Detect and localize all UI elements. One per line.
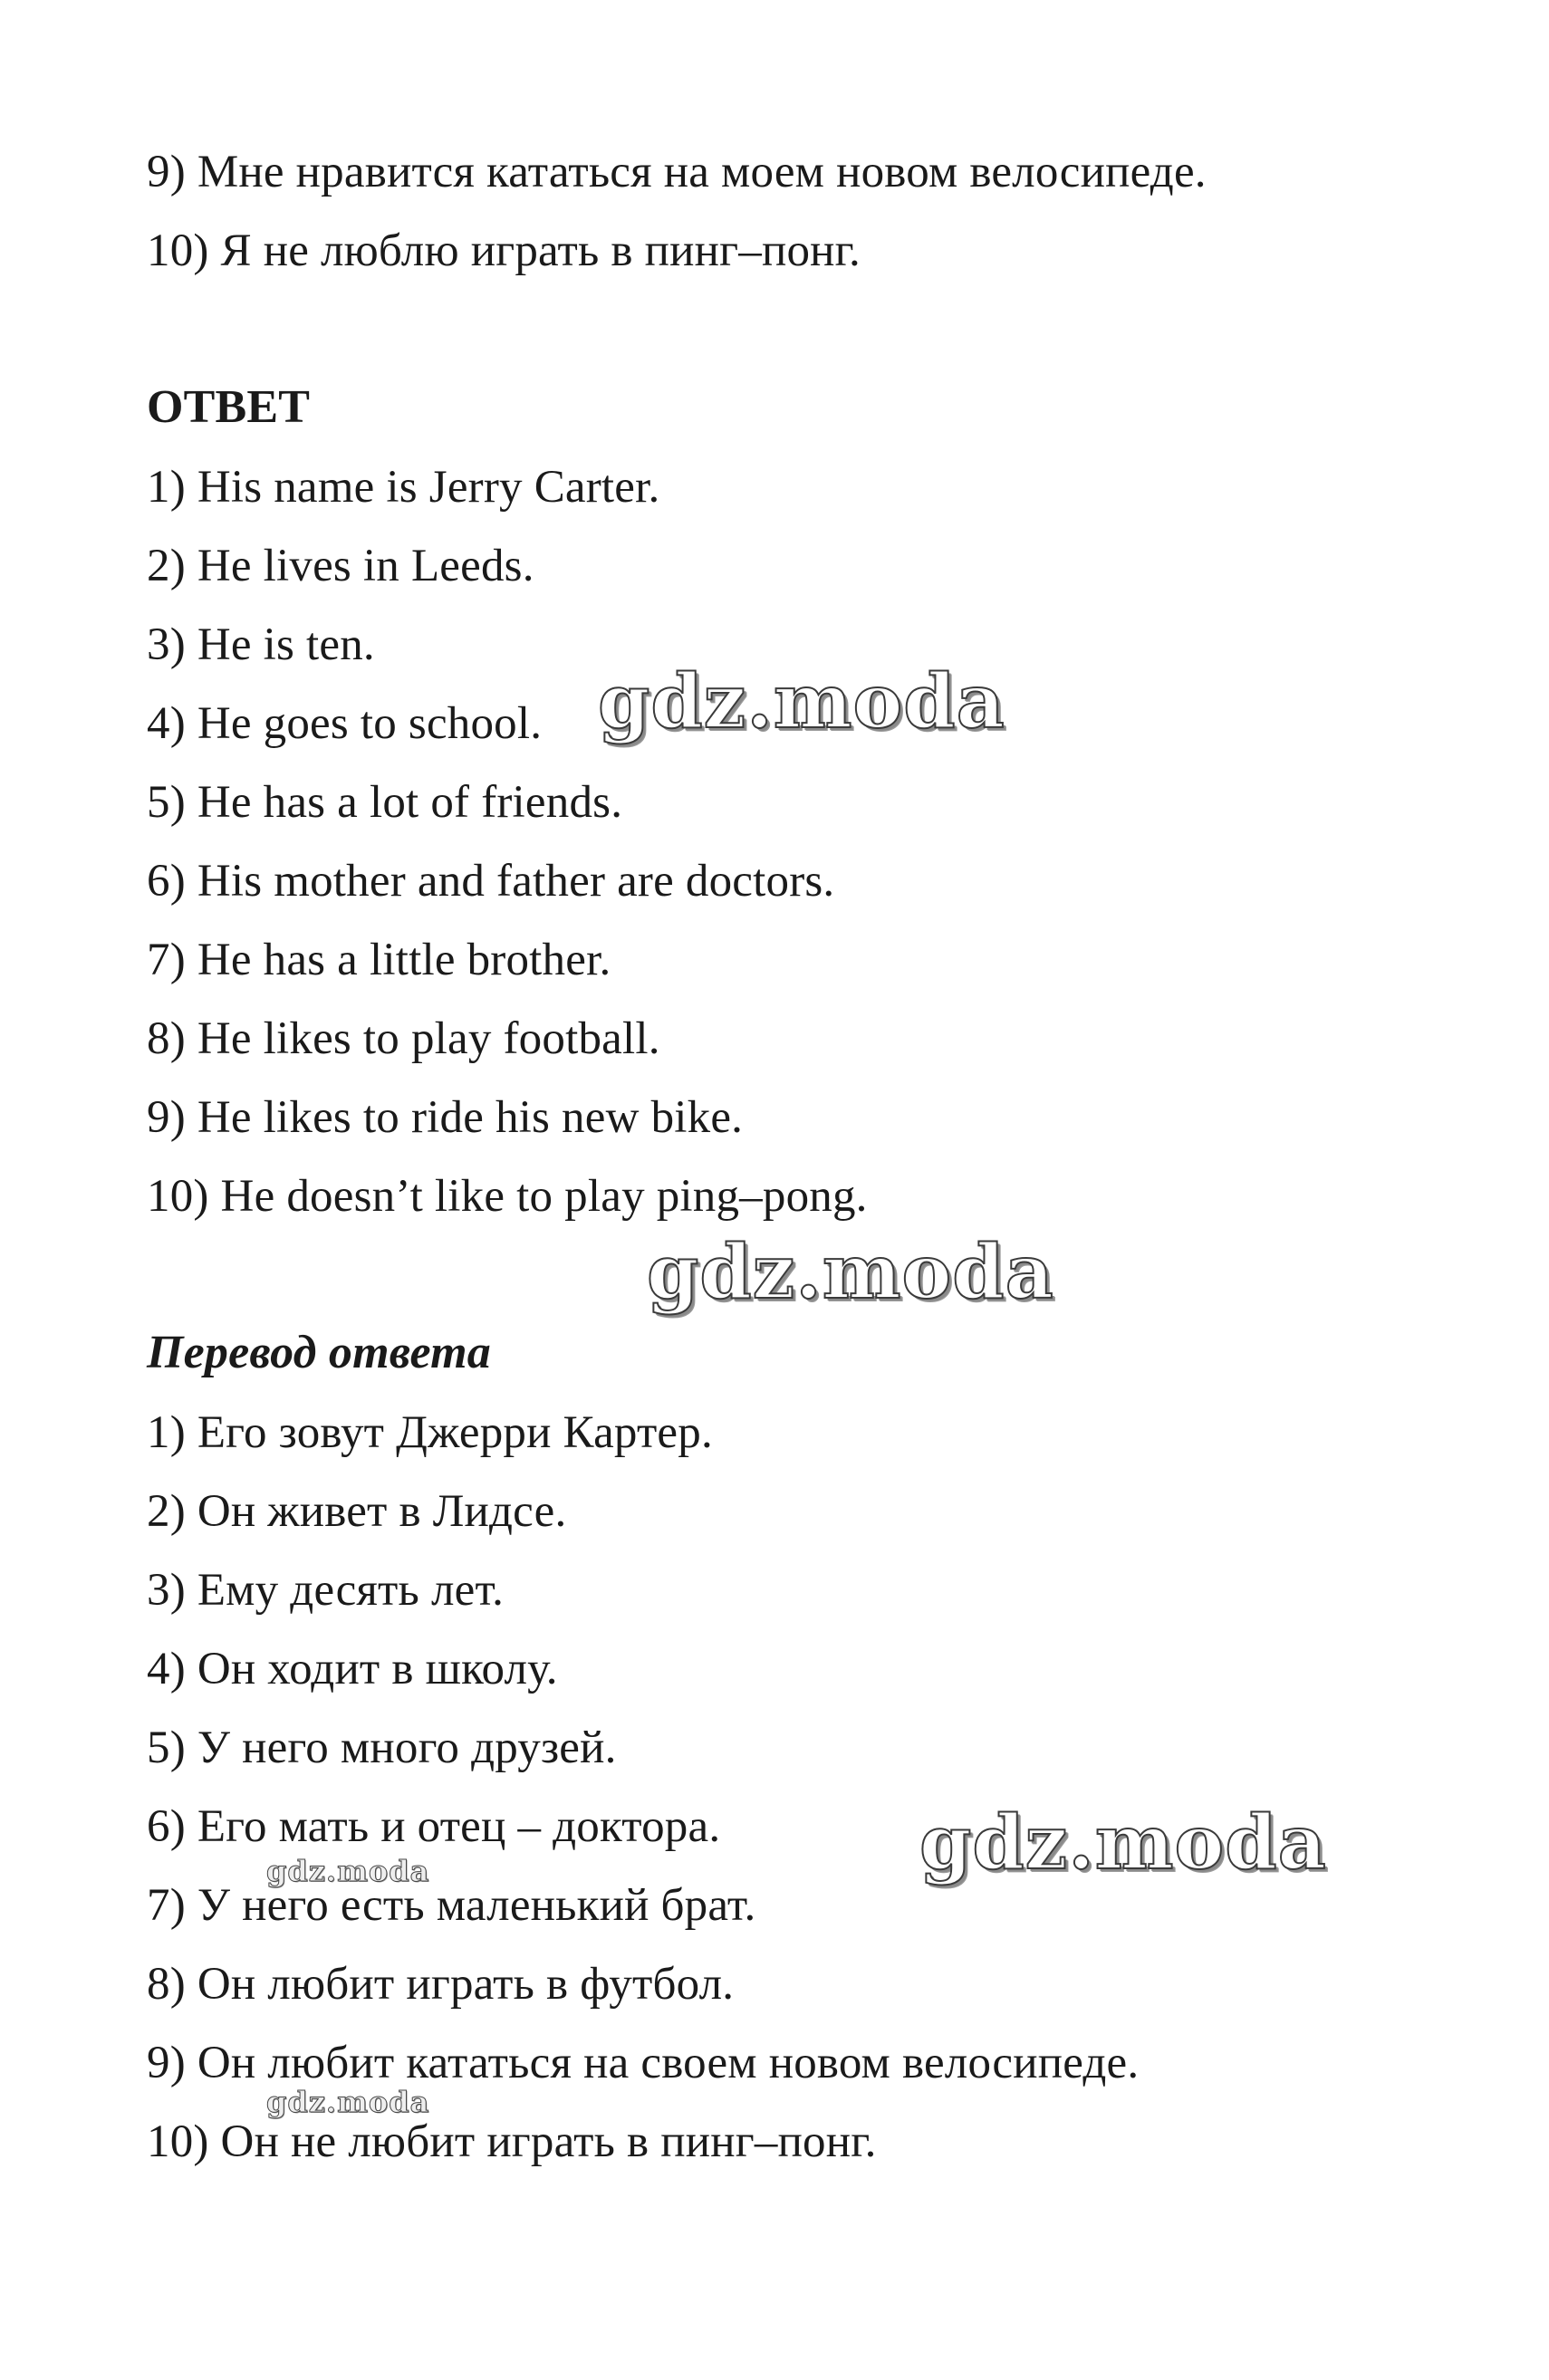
translation-line-5: 5) У него много друзей. bbox=[147, 1723, 617, 1773]
task-line-9: 9) Мне нравится кататься на моем новом велосипеде. bbox=[147, 147, 1207, 197]
watermark: gdz.moda bbox=[266, 2085, 430, 2119]
answer-line-4: 4) He goes to school. bbox=[147, 698, 543, 749]
answer-line-8: 8) He likes to play football. bbox=[147, 1013, 660, 1064]
answer-line-10: 10) He doesn’t like to play ping–pong. bbox=[147, 1171, 868, 1222]
answer-line-3: 3) He is ten. bbox=[147, 619, 375, 670]
translation-line-3: 3) Ему десять лет. bbox=[147, 1565, 505, 1616]
answer-line-5: 5) He has a lot of friends. bbox=[147, 777, 623, 828]
task-line-10: 10) Я не люблю играть в пинг–понг. bbox=[147, 226, 861, 276]
translation-line-1: 1) Его зовут Джерри Картер. bbox=[147, 1407, 713, 1458]
translation-line-4: 4) Он ходит в школу. bbox=[147, 1644, 558, 1694]
translation-line-6: 6) Его мать и отец – доктора. bbox=[147, 1801, 721, 1852]
watermark: gdz.moda bbox=[647, 1229, 1054, 1316]
translation-line-8: 8) Он любит играть в футбол. bbox=[147, 1959, 735, 2010]
translation-line-10: 10) Он не любит играть в пинг–понг. bbox=[147, 2116, 877, 2167]
watermark: gdz.moda bbox=[266, 1854, 430, 1888]
watermark: gdz.moda bbox=[919, 1799, 1327, 1886]
answer-heading: ОТВЕТ bbox=[147, 381, 311, 433]
answer-line-6: 6) His mother and father are doctors. bbox=[147, 856, 835, 907]
answer-line-2: 2) He lives in Leeds. bbox=[147, 541, 534, 591]
translation-line-9: 9) Он любит кататься на своем новом велосипеде. bbox=[147, 2038, 1140, 2088]
answer-line-9: 9) He likes to ride his new bike. bbox=[147, 1092, 744, 1143]
translation-heading: Перевод ответа bbox=[147, 1327, 491, 1378]
answer-line-1: 1) His name is Jerry Carter. bbox=[147, 462, 660, 513]
translation-line-2: 2) Он живет в Лидсе. bbox=[147, 1486, 567, 1537]
translation-line-7: 7) У него есть маленький брат. bbox=[147, 1880, 756, 1931]
watermark: gdz.moda bbox=[598, 658, 1005, 745]
answer-line-7: 7) He has a little brother. bbox=[147, 935, 611, 985]
